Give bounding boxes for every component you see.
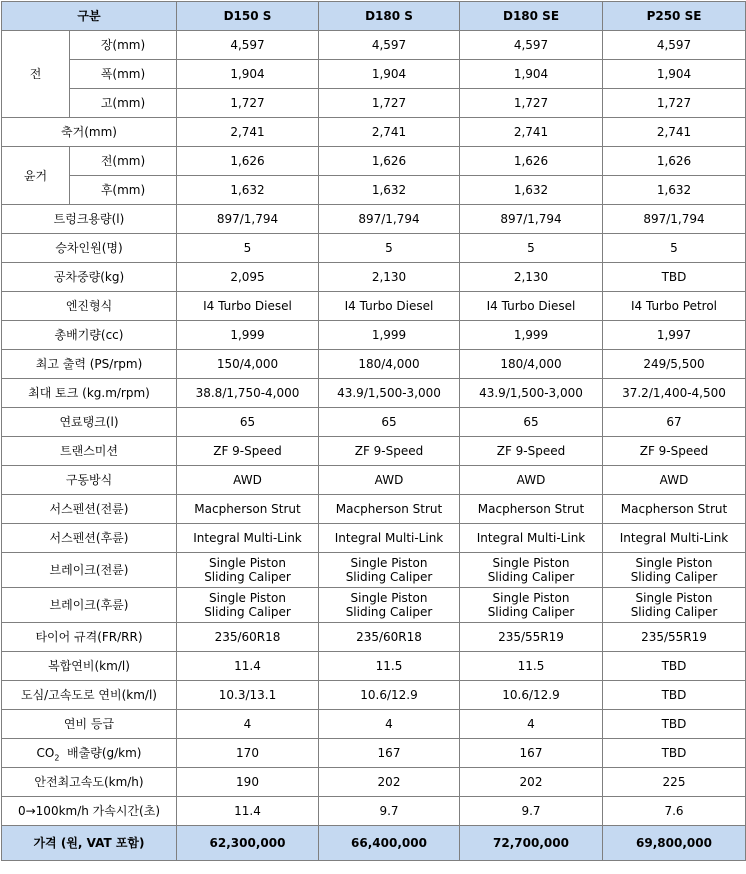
table-row [2,739,746,768]
cell: 7.6 [603,797,746,826]
row-label: 엔진형식 [2,292,177,321]
cell-line: Single Piston [635,556,713,570]
cell: 1,999 [460,321,603,350]
table-row [2,379,746,408]
cell: 11.4 [177,797,319,826]
cell: 43.9/1,500-3,000 [319,379,460,408]
cell: 11.4 [177,652,319,681]
table-row [2,31,746,60]
cell: I4 Turbo Diesel [319,292,460,321]
cell-line: Sliding Caliper [487,605,575,619]
table-row [2,60,746,89]
row-label: 장(mm) [70,31,177,60]
header-category: 구분 [2,2,177,31]
cell: 1,904 [460,60,603,89]
co2-label-pre: CO [36,746,55,760]
cell: 10.6/12.9 [460,681,603,710]
table-row [2,437,746,466]
header-model-1: D150 S [177,2,319,31]
header-model-4: P250 SE [603,2,746,31]
cell [603,553,746,588]
cell: 202 [460,768,603,797]
table-row [2,408,746,437]
cell: 897/1,794 [603,205,746,234]
cell: 43.9/1,500-3,000 [460,379,603,408]
row-label: 서스펜션(후륜) [2,524,177,553]
row-label: 타이어 규격(FR/RR) [2,623,177,652]
table-row [2,292,746,321]
cell: 1,632 [460,176,603,205]
cell: AWD [319,466,460,495]
co2-label-sub: 2 [54,753,60,763]
cell: 167 [460,739,603,768]
cell: TBD [603,710,746,739]
cell: 9.7 [460,797,603,826]
table-row [2,321,746,350]
cell: 1,632 [177,176,319,205]
cell: 4 [460,710,603,739]
cell: 150/4,000 [177,350,319,379]
cell [177,588,319,623]
table-row [2,118,746,147]
cell: 4 [319,710,460,739]
cell: 1,626 [319,147,460,176]
cell-line: Sliding Caliper [345,605,433,619]
row-label: 승차인원(명) [2,234,177,263]
cell: 2,741 [603,118,746,147]
row-label: 고(mm) [70,89,177,118]
cell: 235/60R18 [319,623,460,652]
cell: 1,999 [319,321,460,350]
cell: 1,997 [603,321,746,350]
cell: I4 Turbo Diesel [460,292,603,321]
cell-line: Single Piston [492,591,570,605]
row-label: 복합연비(km/l) [2,652,177,681]
price-cell: 66,400,000 [319,826,460,861]
table-row [2,652,746,681]
cell: 190 [177,768,319,797]
cell: AWD [603,466,746,495]
cell: I4 Turbo Petrol [603,292,746,321]
cell: 2,741 [177,118,319,147]
table-row [2,350,746,379]
cell: ZF 9-Speed [319,437,460,466]
header-model-3: D180 SE [460,2,603,31]
table-row [2,710,746,739]
cell: 1,632 [603,176,746,205]
table-row [2,176,746,205]
cell: TBD [603,652,746,681]
cell-line: Sliding Caliper [204,570,291,584]
row-label: 폭(mm) [70,60,177,89]
table-row [2,263,746,292]
cell: 1,727 [319,89,460,118]
cell: 2,741 [460,118,603,147]
cell: TBD [603,681,746,710]
cell: 9.7 [319,797,460,826]
cell: Macpherson Strut [319,495,460,524]
cell-line: Sliding Caliper [630,605,718,619]
cell: 5 [319,234,460,263]
cell: 167 [319,739,460,768]
cell: 4,597 [177,31,319,60]
cell: 4,597 [603,31,746,60]
cell: 249/5,500 [603,350,746,379]
cell: ZF 9-Speed [177,437,319,466]
cell: I4 Turbo Diesel [177,292,319,321]
cell: 1,904 [319,60,460,89]
cell: 65 [177,408,319,437]
cell: 1,632 [319,176,460,205]
cell: 235/55R19 [603,623,746,652]
row-label: 브레이크(전륜) [2,553,177,588]
cell: TBD [603,263,746,292]
cell [460,553,603,588]
cell: Integral Multi-Link [177,524,319,553]
row-label: 최고 출력 (PS/rpm) [2,350,177,379]
cell: AWD [460,466,603,495]
cell: 10.3/13.1 [177,681,319,710]
row-label: 총배기량(cc) [2,321,177,350]
cell: 1,999 [177,321,319,350]
cell [603,588,746,623]
cell: Macpherson Strut [460,495,603,524]
co2-label-post: 배출량(g/km) [59,746,142,760]
cell: 1,904 [177,60,319,89]
cell: 170 [177,739,319,768]
cell-line: Single Piston [350,591,428,605]
cell-line: Sliding Caliper [630,570,718,584]
cell: 65 [460,408,603,437]
cell: 1,626 [460,147,603,176]
row-label: 0→100km/h 가속시간(초) [2,797,177,826]
cell [177,553,319,588]
row-label: 구동방식 [2,466,177,495]
cell-line: Sliding Caliper [204,605,291,619]
cell-line: Single Piston [209,591,286,605]
cell: 5 [603,234,746,263]
cell: TBD [603,739,746,768]
cell: Integral Multi-Link [603,524,746,553]
table-row [2,205,746,234]
group-front: 전 [2,31,70,118]
table-row [2,681,746,710]
cell [460,588,603,623]
price-cell: 72,700,000 [460,826,603,861]
row-label: 연비 등급 [2,710,177,739]
cell: 1,626 [603,147,746,176]
price-row [2,826,746,861]
cell: 37.2/1,400-4,500 [603,379,746,408]
row-label: 공차중량(kg) [2,263,177,292]
cell: 202 [319,768,460,797]
header-row [2,2,746,31]
table-row [2,147,746,176]
cell: Integral Multi-Link [319,524,460,553]
cell: 4 [177,710,319,739]
cell: AWD [177,466,319,495]
row-label: 트랜스미션 [2,437,177,466]
header-model-2: D180 S [319,2,460,31]
cell: 67 [603,408,746,437]
cell: 65 [319,408,460,437]
cell: 2,741 [319,118,460,147]
cell: 4,597 [460,31,603,60]
cell: 1,727 [177,89,319,118]
cell: 1,626 [177,147,319,176]
cell: 897/1,794 [177,205,319,234]
cell: 38.8/1,750-4,000 [177,379,319,408]
cell-line: Sliding Caliper [487,570,575,584]
row-label: 최대 토크 (kg.m/rpm) [2,379,177,408]
cell: Integral Multi-Link [460,524,603,553]
cell: 225 [603,768,746,797]
cell: 1,727 [460,89,603,118]
cell: 180/4,000 [460,350,603,379]
row-label: 도심/고속도로 연비(km/l) [2,681,177,710]
price-cell: 69,800,000 [603,826,746,861]
row-label-co2 [2,739,177,768]
cell: 897/1,794 [460,205,603,234]
cell: 1,904 [603,60,746,89]
cell-line: Single Piston [209,556,286,570]
cell: 11.5 [319,652,460,681]
row-label: 브레이크(후륜) [2,588,177,623]
cell: 2,095 [177,263,319,292]
table-row [2,466,746,495]
spec-table [1,1,746,861]
row-label: 축거(mm) [2,118,177,147]
cell: 2,130 [319,263,460,292]
cell: 11.5 [460,652,603,681]
row-label: 트렁크용량(l) [2,205,177,234]
group-tread: 윤거 [2,147,70,205]
cell: 180/4,000 [319,350,460,379]
cell: 1,727 [603,89,746,118]
cell: 5 [460,234,603,263]
cell: ZF 9-Speed [460,437,603,466]
table-row [2,797,746,826]
cell-line: Single Piston [492,556,570,570]
cell: 2,130 [460,263,603,292]
row-label: 안전최고속도(km/h) [2,768,177,797]
cell: 897/1,794 [319,205,460,234]
cell: ZF 9-Speed [603,437,746,466]
cell: 235/60R18 [177,623,319,652]
row-label: 전(mm) [70,147,177,176]
cell-line: Single Piston [350,556,428,570]
table-row [2,234,746,263]
row-label: 서스펜션(전륜) [2,495,177,524]
price-label: 가격 (원, VAT 포함) [2,826,177,861]
row-label: 연료탱크(l) [2,408,177,437]
table-row [2,495,746,524]
table-row [2,623,746,652]
cell: Macpherson Strut [603,495,746,524]
cell [319,553,460,588]
table-row [2,588,746,623]
cell: 5 [177,234,319,263]
cell-line: Single Piston [635,591,713,605]
cell: 235/55R19 [460,623,603,652]
cell: 10.6/12.9 [319,681,460,710]
row-label: 후(mm) [70,176,177,205]
cell-line: Sliding Caliper [345,570,433,584]
price-cell: 62,300,000 [177,826,319,861]
table-row [2,524,746,553]
cell: 4,597 [319,31,460,60]
table-row [2,89,746,118]
cell [319,588,460,623]
table-row [2,768,746,797]
table-row [2,553,746,588]
cell: Macpherson Strut [177,495,319,524]
